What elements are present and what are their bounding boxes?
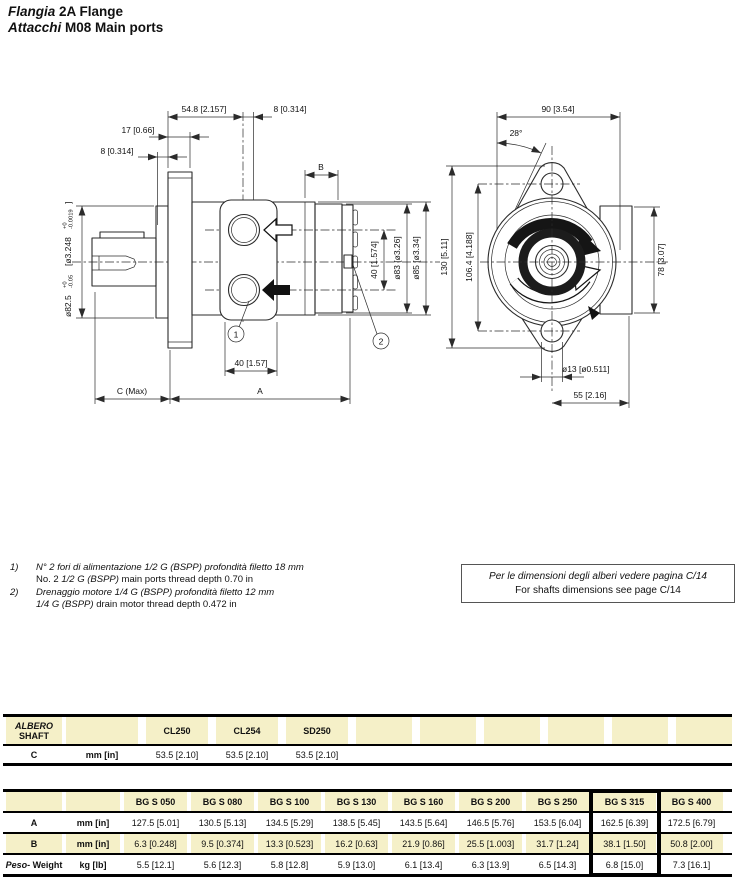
svg-text:[ø3.248: [ø3.248 <box>63 237 73 266</box>
row-a <box>3 813 732 832</box>
shaft-dimensions-note <box>461 564 735 603</box>
row-a-value: 172.5 [6.79] <box>667 817 716 828</box>
dim-shaft-diameter-label <box>63 202 75 317</box>
empty-header-cell <box>6 792 62 811</box>
footnote-2-italian: Drenaggio motore 1/4 G (BSPP) profondità filetto 12 mm <box>36 586 275 598</box>
callout-1-number: 1 <box>233 329 239 340</box>
row-a-value: 146.5 [5.76] <box>466 817 515 828</box>
row-b-value: 13.3 [0.523] <box>258 834 321 853</box>
empty-header-cell <box>420 717 476 744</box>
footnote-1 <box>10 562 455 587</box>
shaft-section <box>92 232 156 286</box>
dim-17-label: 17 [0.66] <box>121 125 155 135</box>
row-a-value: 143.5 [5.64] <box>399 817 448 828</box>
row-weight-label: Peso - Weight <box>5 859 63 870</box>
dim-40-vertical-label: 40 [1.574] <box>369 241 379 279</box>
footnote-2-number: 2) <box>10 586 19 598</box>
dim-40-bottom-label: 40 [1.57] <box>234 358 268 368</box>
footnote-1-italian: N° 2 fori di alimentazione 1/2 G (BSPP) profondità filetto 18 mm <box>36 562 304 573</box>
row-weight-unit: kg [lb] <box>79 859 107 870</box>
row-b-value: 9.5 [0.374] <box>191 834 254 853</box>
row-b <box>3 834 732 853</box>
footnote-1-english: No. 2 1/2 G (BSPP) main ports thread depth 0.70 in <box>36 574 254 586</box>
row-weight-value: 7.3 [16.1] <box>672 859 711 870</box>
main-table-header <box>3 792 732 811</box>
col-bgs400: BG S 400 <box>660 792 723 811</box>
shaft-table-header <box>3 717 732 744</box>
row-a-value: 130.5 [5.13] <box>198 817 247 828</box>
shaft-table <box>3 714 732 766</box>
shaft-table-header-albero: ALBERO SHAFT <box>6 717 62 744</box>
row-a-value: 138.5 [5.45] <box>332 817 381 828</box>
shaft-col-sd250: SD250 <box>286 717 348 744</box>
shaft-col-cl254: CL254 <box>216 717 278 744</box>
footnote-1-number: 1) <box>10 562 19 573</box>
empty-header-cell <box>66 717 138 744</box>
dim-54-8-label: 54.8 [2.157] <box>181 104 227 114</box>
row-weight <box>3 855 732 874</box>
dim-a-label: A <box>257 386 263 396</box>
row-b-unit: mm [in] <box>66 834 120 853</box>
empty-header-cell <box>356 717 412 744</box>
col-bgs050: BG S 050 <box>124 792 187 811</box>
svg-text:]: ] <box>63 201 73 204</box>
row-b-value: 16.2 [0.63] <box>325 834 388 853</box>
rule <box>3 763 732 766</box>
main-dimensions-table <box>3 789 732 877</box>
col-bgs200: BG S 200 <box>459 792 522 811</box>
dim-b-label: B <box>318 162 324 172</box>
row-c-label: C <box>30 749 38 760</box>
dim-28deg-label: 28° <box>509 128 523 138</box>
row-b-label: B <box>6 834 62 853</box>
row-weight-value: 5.8 [12.8] <box>270 859 309 870</box>
shaft-col-cl250: CL250 <box>146 717 208 744</box>
row-b-value: 21.9 [0.86] <box>392 834 455 853</box>
row-c-unit: mm [in] <box>85 749 119 760</box>
col-bgs100: BG S 100 <box>258 792 321 811</box>
row-a-label: A <box>30 817 38 828</box>
dim-d85-label: ø85 [ø3.34] <box>411 236 421 280</box>
front-view <box>439 104 668 408</box>
col-bgs130: BG S 130 <box>325 792 388 811</box>
empty-header-cell <box>66 792 120 811</box>
dim-106-4-label: 106.4 [4.188] <box>464 232 474 282</box>
svg-text:+0: +0 <box>62 222 69 229</box>
col-bgs080: BG S 080 <box>191 792 254 811</box>
svg-text:+0: +0 <box>62 281 69 288</box>
col-bgs315: BG S 315 <box>593 792 656 811</box>
row-weight-value: 5.9 [13.0] <box>337 859 376 870</box>
note-english: For shafts dimensions see page C/14 <box>515 584 681 596</box>
dim-8-right-label: 8 [0.314] <box>273 104 307 114</box>
empty-header-cell <box>548 717 604 744</box>
dim-55-label: 55 [2.16] <box>573 390 607 400</box>
row-weight-value: 6.1 [13.4] <box>404 859 443 870</box>
row-weight-value: 5.5 [12.1] <box>136 859 175 870</box>
footnotes <box>10 562 455 611</box>
svg-text:-0.05: -0.05 <box>68 274 75 288</box>
row-b-value: 25.5 [1.003] <box>459 834 522 853</box>
dim-d13-label: ø13 [ø0.511] <box>562 364 610 374</box>
dim-78-label: 78 [3.07] <box>656 243 666 277</box>
title-line2: Attacchi M08 Main ports <box>8 20 164 35</box>
side-view <box>63 104 441 404</box>
row-a-unit: mm [in] <box>76 817 110 828</box>
footnote-2 <box>10 587 455 612</box>
row-b-value: 6.3 [0.248] <box>124 834 187 853</box>
footnote-2-english: 1/4 G (BSPP) drain motor thread depth 0.472 in <box>36 598 237 610</box>
dim-90-label: 90 [3.54] <box>541 104 575 114</box>
port-block <box>220 200 292 320</box>
row-b-value: 50.8 [2.00] <box>660 834 723 853</box>
row-c-value: 53.5 [2.10] <box>225 749 269 760</box>
row-a-value: 153.5 [6.04] <box>533 817 582 828</box>
dim-8-left-label: 8 [0.314] <box>100 146 134 156</box>
row-weight-value: 5.6 [12.3] <box>203 859 242 870</box>
flange-plate <box>168 172 192 348</box>
col-bgs160: BG S 160 <box>392 792 455 811</box>
shaft-table-row-c <box>3 746 732 763</box>
row-weight-value: 6.8 [15.0] <box>605 859 644 870</box>
empty-header-cell <box>484 717 540 744</box>
title-line1: Flangia 2A Flange <box>8 4 124 19</box>
row-c-value: 53.5 [2.10] <box>155 749 199 760</box>
row-a-value: 127.5 [5.01] <box>131 817 180 828</box>
dim-d83-label: ø83 [ø3.26] <box>392 236 402 280</box>
svg-text:ø82.5: ø82.5 <box>63 295 73 317</box>
row-weight-value: 6.3 [13.9] <box>471 859 510 870</box>
row-c-value: 53.5 [2.10] <box>295 749 339 760</box>
row-b-value: 38.1 [1.50] <box>593 834 656 853</box>
row-weight-value: 6.5 [14.3] <box>538 859 577 870</box>
col-bgs250: BG S 250 <box>526 792 589 811</box>
dim-c-max-label: C (Max) <box>116 386 148 396</box>
row-a-value: 134.5 [5.29] <box>265 817 314 828</box>
svg-text:-0.0019: -0.0019 <box>68 209 75 229</box>
note-italian: Per le dimensioni degli alberi vedere pagina C/14 <box>489 571 707 582</box>
empty-header-cell <box>612 717 668 744</box>
drain-port <box>344 255 352 268</box>
row-b-value: 31.7 [1.24] <box>526 834 589 853</box>
row-a-value: 162.5 [6.39] <box>600 817 649 828</box>
callout-2-number: 2 <box>378 336 384 347</box>
empty-header-cell <box>676 717 732 744</box>
dim-130-label: 130 [5.11] <box>439 238 449 276</box>
rule <box>3 874 732 877</box>
